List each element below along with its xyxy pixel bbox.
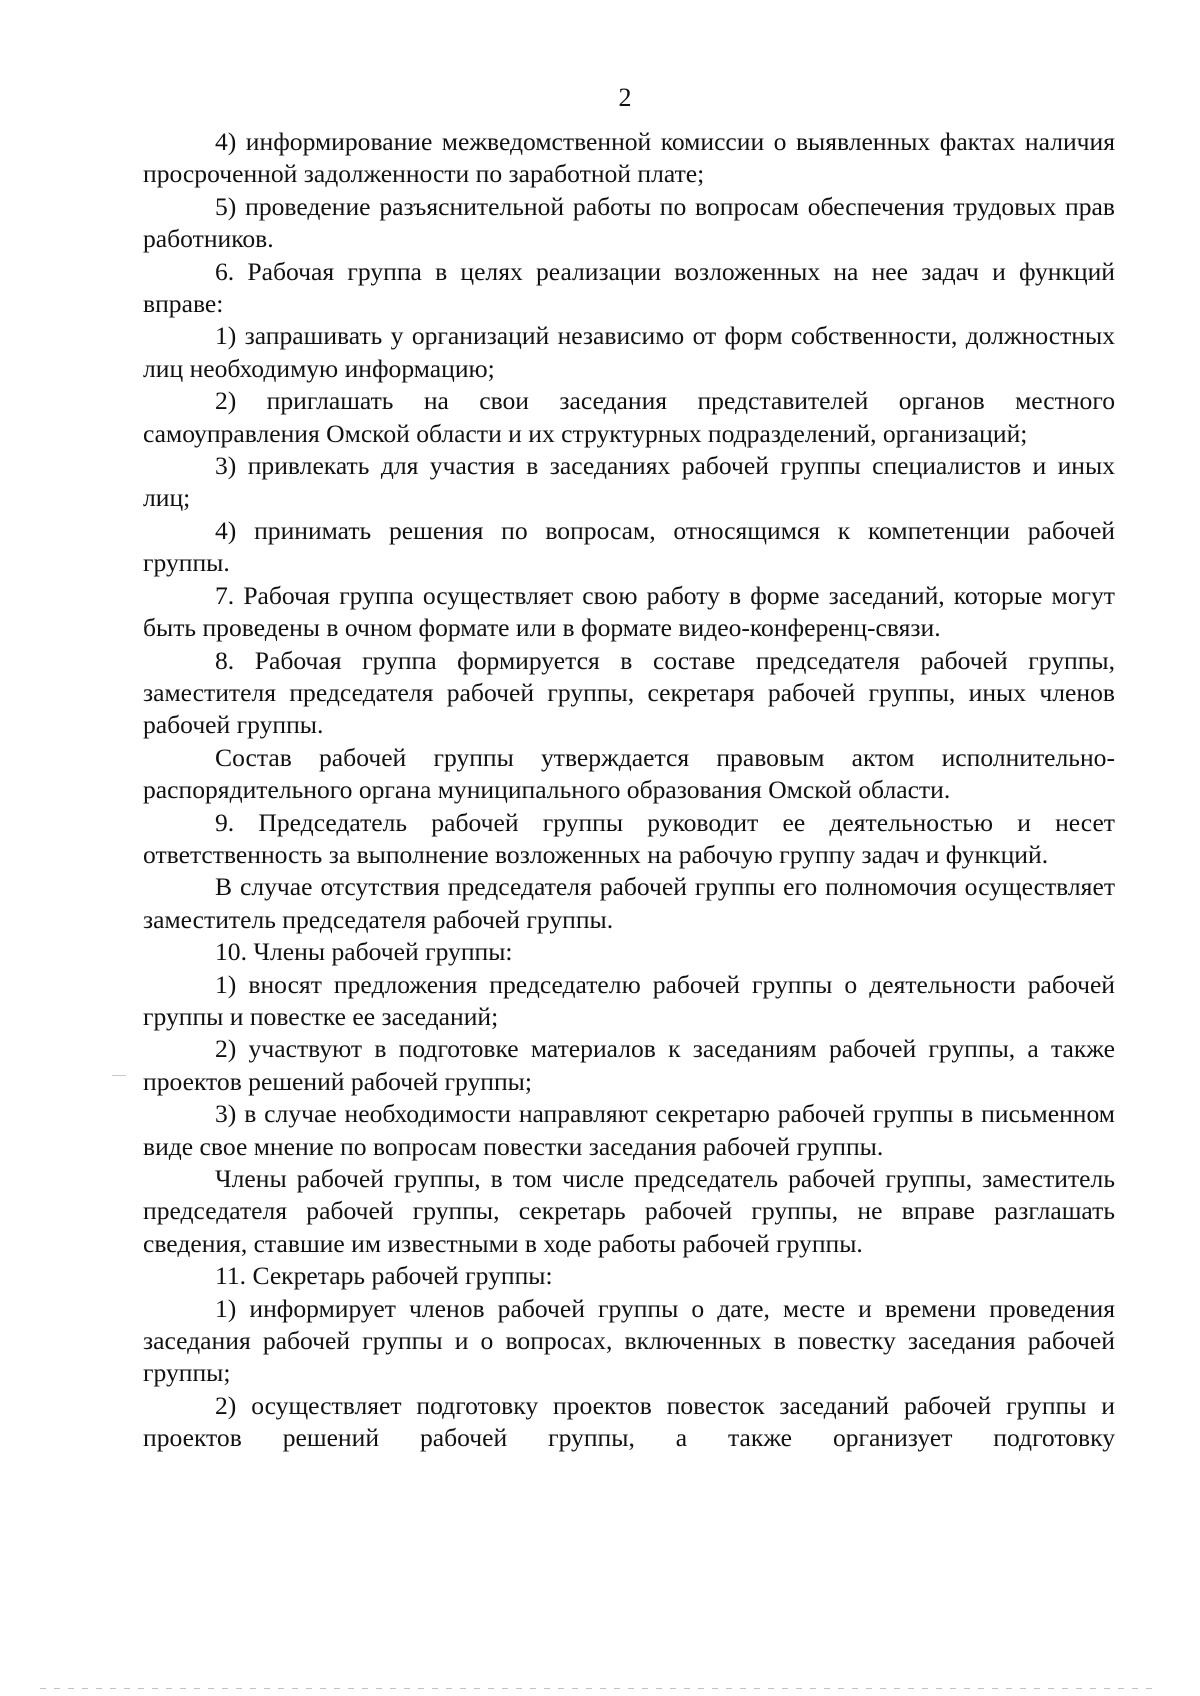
paragraph-composition: Состав рабочей группы утверждается правовым актом исполнительно-распорядительного органа муниципального образования Омской области. bbox=[143, 742, 1115, 805]
paragraph-clause-8: 8. Рабочая группа формируется в составе председателя рабочей группы, заместителя председателя рабочей группы, секретаря рабочей группы, иных членов рабочей группы. bbox=[143, 645, 1115, 740]
document-body bbox=[143, 126, 1115, 1455]
paragraph-clause-11-item-1: 1) информирует членов рабочей группы о дате, месте и времени проведения заседания рабочей группы и о вопросах, включенных в повестку заседания рабочей группы; bbox=[143, 1293, 1115, 1388]
paragraph-clause-6-item-1: 1) запрашивать у организаций независимо от форм собственности, должностных лиц необходимую информацию; bbox=[143, 321, 1115, 383]
paragraph-confidentiality: Члены рабочей группы, в том числе председатель рабочей группы, заместитель председателя рабочей группы, секретарь рабочей группы, не вправе разглашать сведения, ставшие им известными в ходе работы рабочей группы. bbox=[143, 1164, 1115, 1258]
paragraph-clause-6-item-4: 4) принимать решения по вопросам, относящимся к компетенции рабочей группы. bbox=[143, 515, 1115, 578]
paragraph-clause-6-item-3: 3) привлекать для участия в заседаниях рабочей группы специалистов и иных лиц; bbox=[143, 451, 1115, 513]
paragraph-item-4-info: 4) информирование межведомственной комиссии о выявленных фактах наличия просроченной задолженности по заработной плате; bbox=[143, 127, 1115, 189]
paragraph-clause-10-item-1: 1) вносят предложения председателю рабочей группы о деятельности рабочей группы и повестке ее заседаний; bbox=[143, 969, 1115, 1031]
paragraph-chair-absence: В случае отсутствия председателя рабочей группы его полномочия осуществляет заместитель председателя рабочей группы. bbox=[143, 872, 1115, 934]
paragraph-clause-9: 9. Председатель рабочей группы руководит ее деятельностью и несет ответственность за выполнение возложенных на рабочую группу задач и функций. bbox=[143, 807, 1115, 869]
scan-edge-line bbox=[40, 1688, 1160, 1689]
paragraph-clause-6-item-2: 2) приглашать на свои заседания представителей органов местного самоуправления Омской области и их структурных подразделений, организаций; bbox=[143, 386, 1115, 448]
paragraph-clause-10: 10. Члены рабочей группы: bbox=[215, 937, 513, 967]
page-number: 2 bbox=[618, 83, 632, 112]
margin-mark bbox=[112, 1075, 126, 1076]
paragraph-clause-11-item-2: 2) осуществляет подготовку проектов повесток заседаний рабочей группы и проектов решений рабочей группы, а также организует подготовку bbox=[143, 1390, 1115, 1453]
paragraph-clause-11: 11. Секретарь рабочей группы: bbox=[215, 1261, 553, 1291]
paragraph-clause-7: 7. Рабочая группа осуществляет свою работу в форме заседаний, которые могут быть проведены в очном формате или в формате видео-конференц-связи. bbox=[143, 580, 1115, 643]
paragraph-clause-10-item-2: 2) участвуют в подготовке материалов к заседаниям рабочей группы, а также проектов решений рабочей группы; bbox=[143, 1034, 1115, 1096]
paragraph-item-5-explanation: 5) проведение разъяснительной работы по вопросам обеспечения трудовых прав работников. bbox=[143, 191, 1115, 254]
paragraph-clause-6: 6. Рабочая группа в целях реализации возложенных на нее задач и функций вправе: bbox=[143, 256, 1115, 319]
paragraph-clause-10-item-3: 3) в случае необходимости направляют секретарю рабочей группы в письменном виде свое мнение по вопросам повестки заседания рабочей группы. bbox=[143, 1099, 1115, 1161]
